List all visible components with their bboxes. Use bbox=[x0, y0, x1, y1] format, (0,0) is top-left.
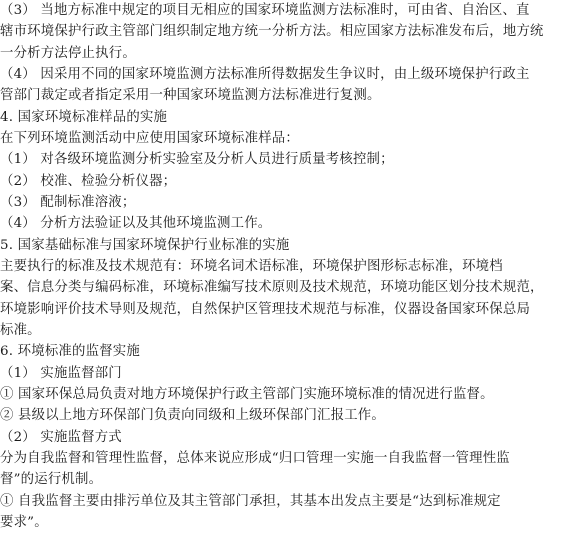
section-heading: 5. 国家基础标准与国家环境保护行业标准的实施 bbox=[0, 238, 290, 253]
text-line: 一分析方法停止执行。 bbox=[0, 46, 136, 61]
section-heading: 4. 国家环境标准样品的实施 bbox=[0, 110, 168, 125]
text-line: （3） 当地方标准中规定的项目无相应的国家环境监测方法标准时，可由省、自治区、直 bbox=[0, 3, 530, 18]
text-line: （4） 因采用不同的国家环境监测方法标准所得数据发生争议时，由上级环境保护行政主 bbox=[0, 67, 530, 82]
list-item: ① 国家环保总局负责对地方环境保护行政主管部门实施环境标准的情况进行监督。 bbox=[0, 387, 494, 402]
text-line: 标准。 bbox=[0, 323, 41, 338]
subsection-heading: （2） 实施监督方式 bbox=[0, 430, 122, 445]
subsection-heading: （1） 实施监督部门 bbox=[0, 366, 122, 381]
list-item: （3） 配制标准溶液； bbox=[0, 195, 136, 210]
list-item: ① 自我监督主要由排污单位及其主管部门承担，其基本出发点主要是“达到标准规定 bbox=[0, 494, 501, 509]
text-line: 主要执行的标准及技术规范有：环境名词术语标准，环境保护图形标志标准，环境档 bbox=[0, 259, 503, 274]
list-item: ② 县级以上地方环保部门负责向同级和上级环保部门汇报工作。 bbox=[0, 408, 385, 423]
text-line: 督”的运行机制。 bbox=[0, 472, 103, 487]
text-line: 在下列环境监测活动中应使用国家环境标准样品： bbox=[0, 131, 299, 146]
list-item: （1） 对各级环境监测分析实验室及分析人员进行质量考核控制； bbox=[0, 152, 394, 167]
list-item: （4） 分析方法验证以及其他环境监测工作。 bbox=[0, 216, 272, 231]
section-heading: 6. 环境标准的监督实施 bbox=[0, 344, 140, 359]
list-item: （2） 校准、检验分析仪器； bbox=[0, 174, 177, 189]
text-line: 环境影响评价技术导则及规范，自然保护区管理技术规范与标准，仪器设备国家环保总局 bbox=[0, 302, 531, 317]
text-line: 辖市环境保护行政主管部门组织制定地方统一分析方法。相应国家方法标准发布后，地方统 bbox=[0, 24, 544, 39]
text-line: 案、信息分类与编码标准，环境标准编写技术原则及技术规范，环境功能区划分技术规范， bbox=[0, 280, 544, 295]
text-line: 分为自我监督和管理性监督，总体来说应形成“归口管理一实施一自我监督一管理性监 bbox=[0, 451, 510, 466]
text-line: 管部门裁定或者指定采用一种国家环境监测方法标准进行复测。 bbox=[0, 88, 381, 103]
text-line: 要求”。 bbox=[0, 515, 48, 530]
